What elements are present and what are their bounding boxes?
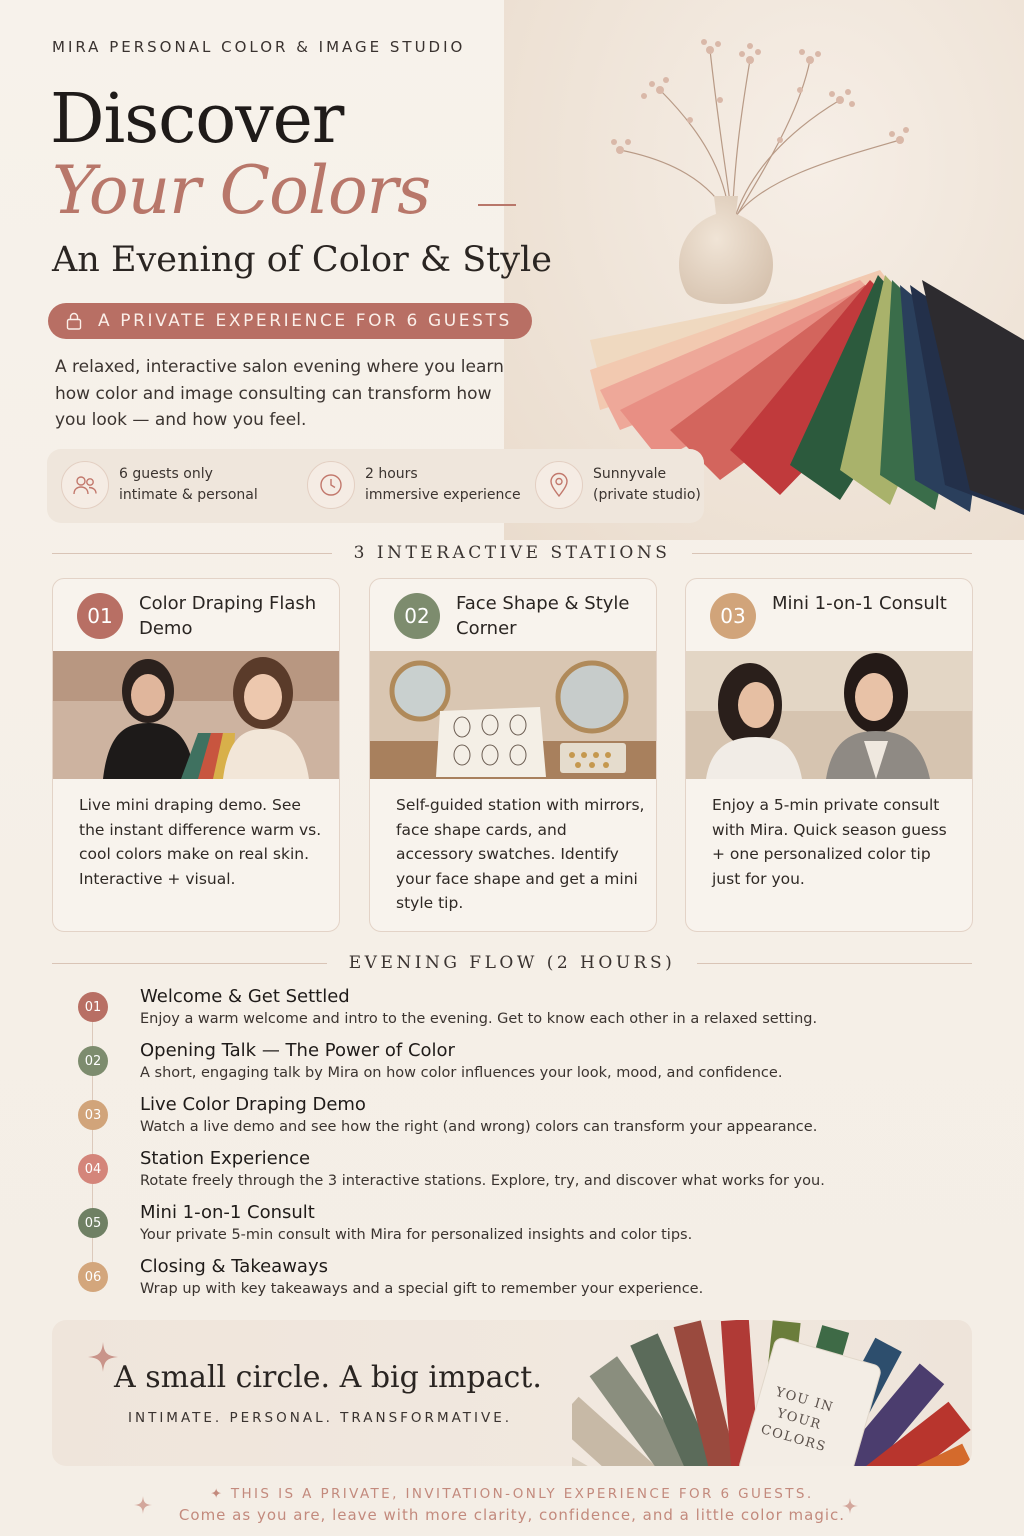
consult-photo (686, 651, 973, 779)
station-description: Enjoy a 5-min private consult with Mira. Quick season guess + one personalized color tip just for you. (712, 796, 947, 888)
station-number: 03 (710, 593, 756, 639)
flow-step-3 (78, 1094, 958, 1146)
step-number: 05 (78, 1208, 108, 1238)
info-duration: 2 hours immersive experience (307, 461, 521, 509)
step-title: Mini 1-on-1 Consult (140, 1202, 315, 1223)
step-number: 04 (78, 1154, 108, 1184)
step-description: Watch a live demo and see how the right (and wrong) colors can transform your appearance. (140, 1119, 818, 1135)
step-title: Live Color Draping Demo (140, 1094, 366, 1115)
pill-label: A PRIVATE EXPERIENCE FOR 6 GUESTS (98, 311, 512, 331)
private-experience-pill (48, 303, 532, 339)
step-description: Rotate freely through the 3 interactive stations. Explore, try, and discover what works for you. (140, 1173, 825, 1189)
station-number: 01 (77, 593, 123, 639)
footer-message: Come as you are, leave with more clarity, confidence, and a little color magic. (178, 1506, 846, 1524)
info-location: Sunnyvale (private studio) (535, 461, 701, 509)
info-guests: 6 guests only intimate & personal (61, 461, 258, 509)
stations-heading: 3 INTERACTIVE STATIONS (52, 543, 972, 563)
flow-step-6 (78, 1256, 958, 1308)
clock-icon (307, 461, 355, 509)
headline-discover: Discover (50, 80, 344, 159)
station-card-2 (369, 578, 657, 932)
step-description: Your private 5-min consult with Mira for personalized insights and color tips. (140, 1227, 693, 1243)
flow-step-5 (78, 1202, 958, 1254)
location-pin-icon (535, 461, 583, 509)
banner-tagline: A small circle. A big impact. (114, 1360, 542, 1395)
headline-your-colors: Your Colors (52, 152, 431, 229)
step-description: A short, engaging talk by Mira on how color influences your look, mood, and confidence. (140, 1065, 783, 1081)
station-card-3 (685, 578, 973, 932)
flow-heading: EVENING FLOW (2 HOURS) (52, 953, 972, 973)
flow-step-4 (78, 1148, 958, 1200)
flow-step-2 (78, 1040, 958, 1092)
flow-step-1 (78, 986, 958, 1038)
step-number: 01 (78, 992, 108, 1022)
banner-subtagline: INTIMATE. PERSONAL. TRANSFORMATIVE. (128, 1410, 513, 1426)
lock-icon (66, 312, 82, 330)
station-title: Mini 1-on-1 Consult (772, 593, 947, 614)
brand-name: MIRA PERSONAL COLOR & IMAGE STUDIO (52, 38, 466, 56)
station-description: Self-guided station with mirrors, face shape cards, and accessory swatches. Identify your face shape and get a mini style tip. (396, 796, 645, 912)
closing-banner (52, 1320, 972, 1466)
station-card-1 (52, 578, 340, 932)
step-title: Station Experience (140, 1148, 311, 1169)
station-title: Face Shape & Style Corner (456, 593, 630, 639)
footer-notice: ✦ THIS IS A PRIVATE, INVITATION-ONLY EXPERIENCE FOR 6 GUESTS. (210, 1486, 814, 1502)
station-number: 02 (394, 593, 440, 639)
step-title: Closing & Takeaways (140, 1256, 328, 1277)
color-draping-photo (53, 651, 340, 779)
station-description: Live mini draping demo. See the instant difference warm vs. cool colors make on real skin. Interactive + visual. (79, 796, 322, 888)
you-in-your-colors-card-text: YOU IN YOUR COLORS (759, 1384, 836, 1456)
step-number: 02 (78, 1046, 108, 1076)
station-title: Color Draping Flash Demo (139, 593, 317, 639)
step-description: Enjoy a warm welcome and intro to the evening. Get to know each other in a relaxed setting. (140, 1011, 818, 1027)
step-number: 06 (78, 1262, 108, 1292)
step-title: Welcome & Get Settled (140, 986, 350, 1007)
intro-paragraph: A relaxed, interactive salon evening where you learn how color and image consulting can transform how you look — and how you feel. (55, 357, 504, 430)
face-shape-station-photo (370, 651, 657, 779)
step-title: Opening Talk — The Power of Color (140, 1040, 455, 1061)
headline-dash (478, 204, 516, 206)
event-info-bar (47, 449, 704, 523)
step-description: Wrap up with key takeaways and a special gift to remember your experience. (140, 1281, 704, 1297)
headline-subtitle: An Evening of Color & Style (52, 240, 552, 280)
guests-icon (61, 461, 109, 509)
step-number: 03 (78, 1100, 108, 1130)
